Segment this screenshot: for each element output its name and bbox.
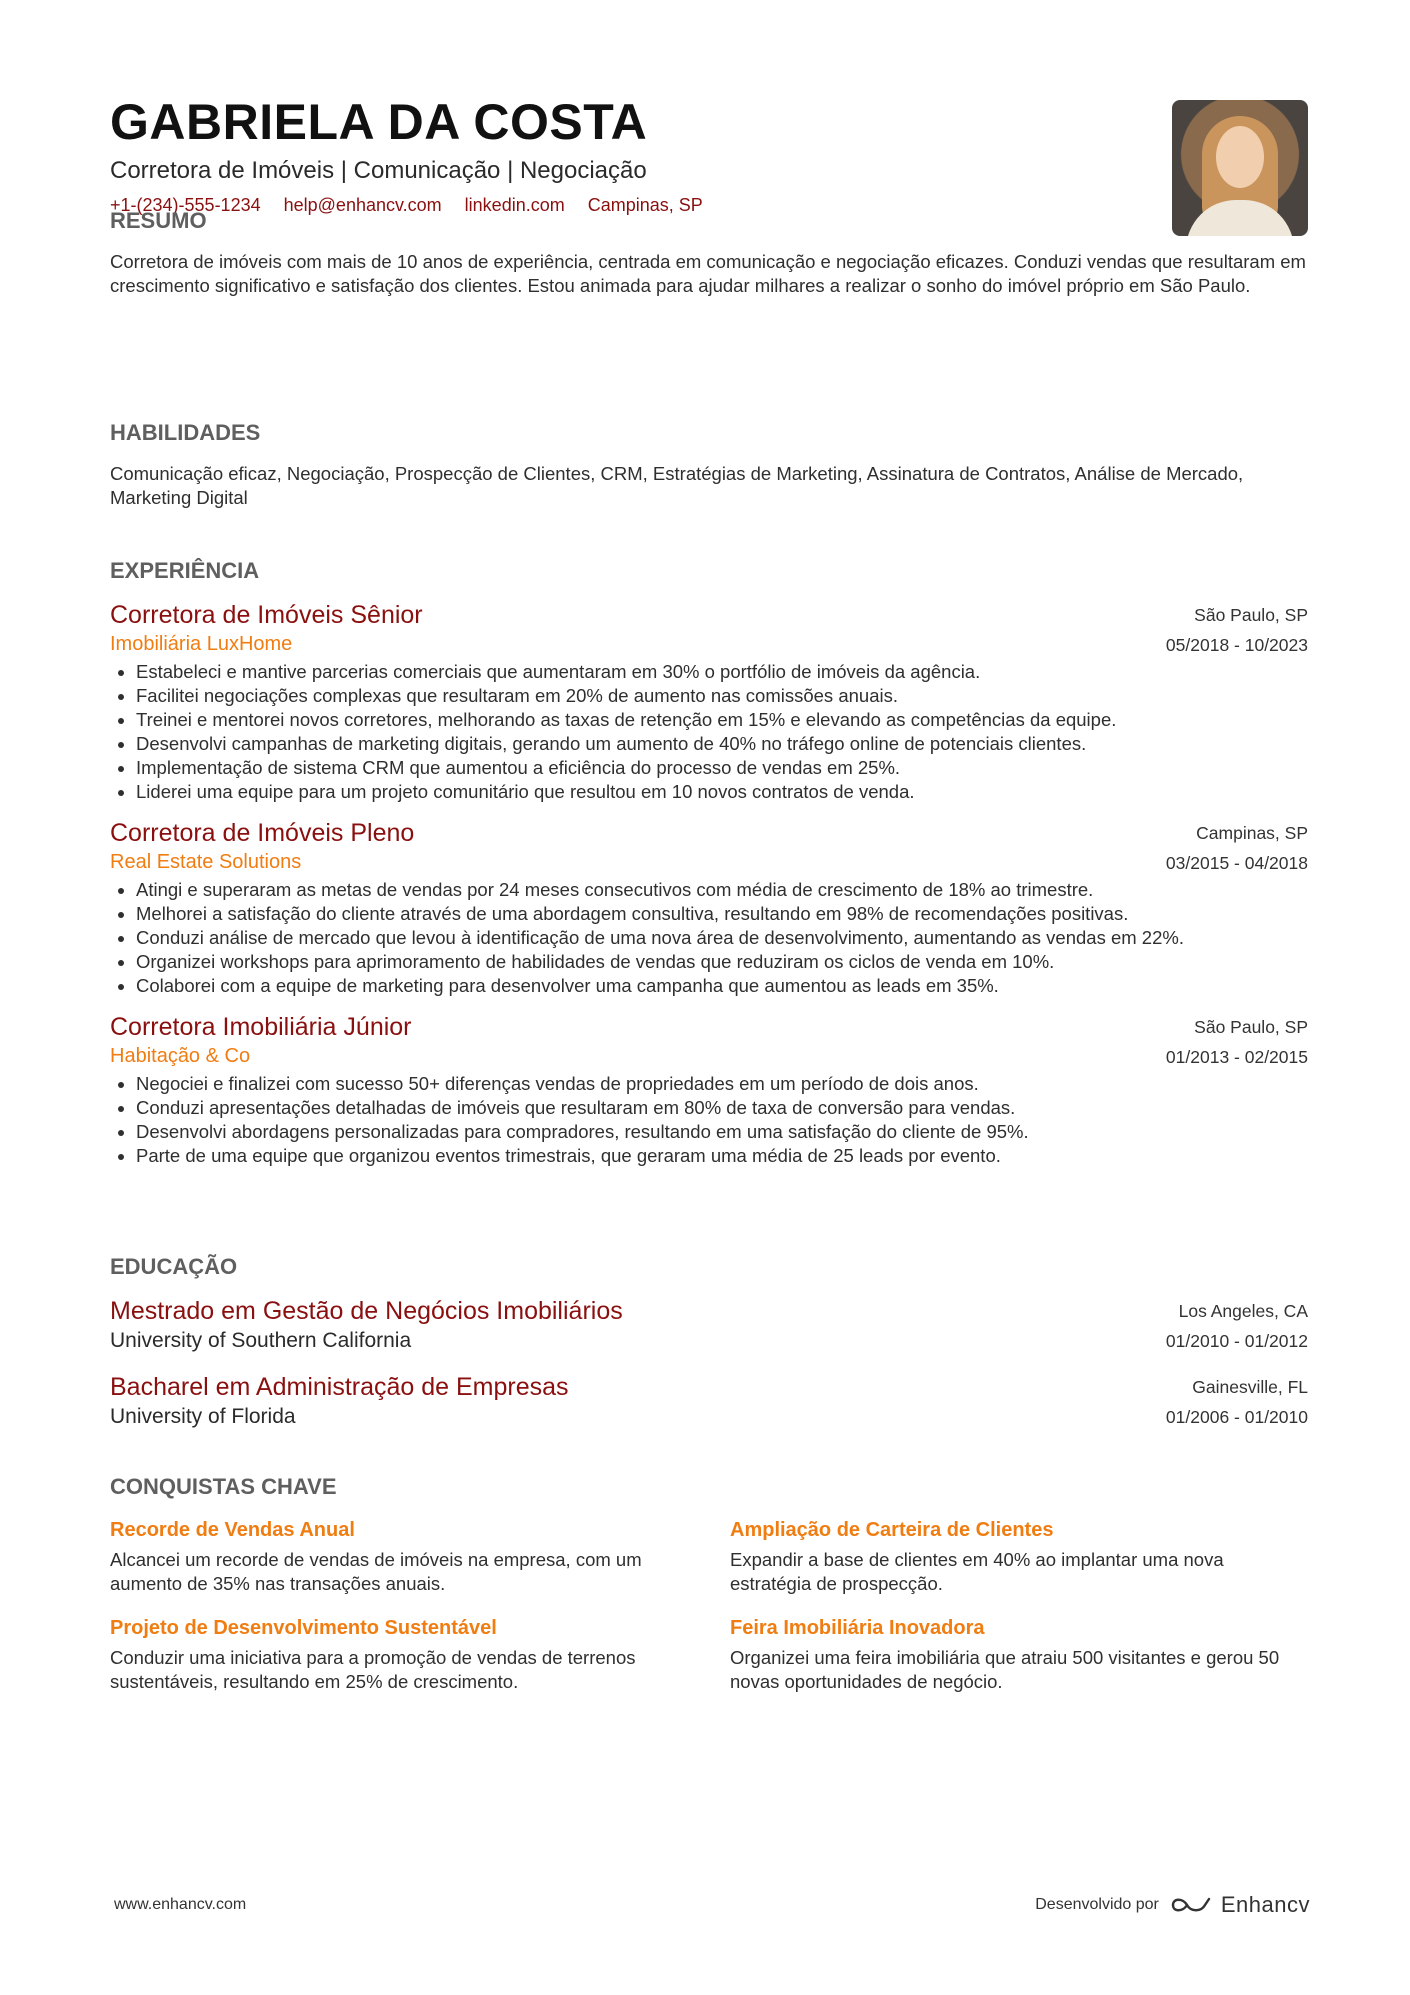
experience-section [110, 558, 1308, 1182]
education-meta [1166, 1296, 1308, 1356]
education-entry [110, 1296, 1308, 1356]
education-school: University of Southern California [110, 1329, 412, 1352]
job-bullet: • Negociei e finalizei com sucesso 50+ diferenças vendas de propriedades em um período de dois anos. [136, 1072, 1308, 1096]
education-dates: 01/2010 - 01/2012 [1165, 1331, 1308, 1351]
summary-section [110, 208, 1308, 298]
job-company: Habitação & Co [110, 1045, 251, 1067]
job-bullet: • Atingi e superaram as metas de vendas por 24 meses consecutivos com média de crescimento de 18% ao trimestre. [136, 878, 1308, 902]
job-company: Real Estate Solutions [110, 851, 302, 873]
job-location: São Paulo, SP [1194, 605, 1308, 625]
job-bullet: • Colaborei com a equipe de marketing para desenvolver uma campanha que aumentou as leads em 35%. [136, 974, 1308, 998]
job-bullet: • Conduzi análise de mercado que levou à identificação de uma nova área de desenvolvimento, aumentando as vendas em 22%. [136, 926, 1308, 950]
achievement-desc: Alcancei um recorde de vendas de imóveis na empresa, com um aumento de 35% nas transações anuais. [110, 1549, 642, 1594]
job-bullets [110, 1072, 1308, 1168]
education-meta [1166, 1372, 1308, 1432]
job-location: Campinas, SP [1196, 823, 1308, 843]
achievements-section [110, 1474, 1308, 1694]
footer-brand [1035, 1892, 1310, 1918]
enhancv-logo[interactable] [1169, 1892, 1310, 1918]
candidate-name: GABRIELA DA COSTA [110, 94, 648, 150]
education-dates: 01/2006 - 01/2010 [1165, 1407, 1308, 1427]
job-dates: 01/2013 - 02/2015 [1165, 1047, 1308, 1067]
education-entry [110, 1372, 1308, 1432]
job-dates: 03/2015 - 04/2018 [1165, 853, 1308, 873]
achievement-title: Feira Imobiliária Inovadora [730, 1617, 985, 1639]
education-section [110, 1254, 1308, 1448]
job-bullet: • Implementação de sistema CRM que aumentou a eficiência do processo de vendas em 25%. [136, 756, 1308, 780]
job-location: São Paulo, SP [1194, 1017, 1308, 1037]
job-bullet: • Estabeleci e mantive parcerias comerciais que aumentaram em 30% o portfólio de imóveis da agência. [136, 660, 1308, 684]
job-dates: 05/2018 - 10/2023 [1165, 635, 1308, 655]
achievements-heading: CONQUISTAS CHAVE [110, 1474, 337, 1499]
job-bullet: • Parte de uma equipe que organizou eventos trimestrais, que geraram uma média de 25 leads por evento. [136, 1144, 1308, 1168]
job-bullet: • Organizei workshops para aprimoramento de habilidades de vendas que reduziram os ciclos de venda em 10%. [136, 950, 1308, 974]
job-bullet: • Treinei e mentorei novos corretores, melhorando as taxas de retenção em 15% e elevando as competências da equipe. [136, 708, 1308, 732]
job-entry [110, 1012, 1308, 1168]
powered-by-label: Desenvolvido por [1035, 1896, 1159, 1913]
achievement-item [110, 1516, 670, 1596]
job-meta [1166, 818, 1308, 878]
education-degree: Bacharel em Administração de Empresas [110, 1373, 569, 1401]
phone-link[interactable]: +1-(234)-555-1234 [110, 194, 261, 215]
job-company: Imobiliária LuxHome [110, 633, 293, 655]
job-entry [110, 818, 1308, 998]
resume-header [110, 96, 1308, 216]
footer-website-link[interactable]: www.enhancv.com [114, 1896, 247, 1913]
job-bullets [110, 878, 1308, 998]
linkedin-link[interactable]: linkedin.com [464, 194, 565, 215]
education-degree: Mestrado em Gestão de Negócios Imobiliários [110, 1297, 623, 1325]
skills-text: Comunicação eficaz, Negociação, Prospecção de Clientes, CRM, Estratégias de Marketing, Assinatura de Contratos, Análise de Mercado, Marketing Digital [110, 463, 1244, 508]
job-title: Corretora de Imóveis Sênior [110, 601, 423, 629]
achievement-title: Ampliação de Carteira de Clientes [730, 1519, 1054, 1541]
job-bullet: • Desenvolvi campanhas de marketing digitais, gerando um aumento de 40% no tráfego online de potenciais clientes. [136, 732, 1308, 756]
job-title: Corretora de Imóveis Pleno [110, 819, 415, 847]
skills-section [110, 420, 1308, 510]
summary-heading: RESUMO [110, 208, 207, 233]
job-title: Corretora Imobiliária Júnior [110, 1013, 412, 1041]
photo-face-shape [1216, 126, 1264, 188]
job-bullets [110, 660, 1308, 804]
candidate-tagline: Corretora de Imóveis | Comunicação | Negociação [110, 156, 647, 184]
job-bullet: • Facilitei negociações complexas que resultaram em 20% de aumento nas comissões anuais. [136, 684, 1308, 708]
summary-text: Corretora de imóveis com mais de 10 anos de experiência, centrada em comunicação e negociação eficazes. Conduzi vendas que resultaram em crescimento significativo e satisfação dos clientes. Estou animada para ajudar milhares a realizar o sonho do imóvel próprio em São Paulo. [110, 251, 1306, 296]
education-heading: EDUCAÇÃO [110, 1254, 238, 1279]
email-link[interactable]: help@enhancv.com [283, 194, 442, 215]
achievement-desc: Conduzir uma iniciativa para a promoção de vendas de terrenos sustentáveis, resultando em 25% de crescimento. [110, 1647, 636, 1692]
skills-heading: HABILIDADES [110, 420, 261, 445]
footer [114, 1892, 1310, 1917]
achievement-title: Recorde de Vendas Anual [110, 1519, 355, 1541]
job-bullet: • Conduzi apresentações detalhadas de imóveis que resultaram em 80% de taxa de conversão para vendas. [136, 1096, 1308, 1120]
achievements-grid [110, 1516, 1308, 1694]
education-location: Los Angeles, CA [1178, 1301, 1308, 1321]
achievement-desc: Expandir a base de clientes em 40% ao implantar uma nova estratégia de prospecção. [730, 1549, 1224, 1594]
location-text: Campinas, SP [587, 194, 703, 215]
enhancv-logo-icon [1169, 1893, 1213, 1917]
job-entry [110, 600, 1308, 804]
achievement-desc: Organizei uma feira imobiliária que atraiu 500 visitantes e gerou 50 novas oportunidades de negócio. [730, 1647, 1280, 1692]
enhancv-brand-name: Enhancv [1220, 1892, 1310, 1917]
job-bullet: • Desenvolvi abordagens personalizadas para compradores, resultando em uma satisfação do cliente de 95%. [136, 1120, 1308, 1144]
achievement-item [110, 1614, 670, 1694]
job-bullet: • Melhorei a satisfação do cliente através de uma abordagem consultiva, resultando em 98% de recomendações positivas. [136, 902, 1308, 926]
achievement-item [730, 1516, 1290, 1596]
education-school: University of Florida [110, 1405, 296, 1428]
education-location: Gainesville, FL [1192, 1377, 1308, 1397]
job-bullet: • Liderei uma equipe para um projeto comunitário que resultou em 10 novos contratos de venda. [136, 780, 1308, 804]
achievement-item [730, 1614, 1290, 1694]
job-meta [1166, 600, 1308, 660]
achievement-title: Projeto de Desenvolvimento Sustentável [110, 1617, 497, 1639]
job-meta [1166, 1012, 1308, 1072]
experience-heading: EXPERIÊNCIA [110, 558, 260, 583]
